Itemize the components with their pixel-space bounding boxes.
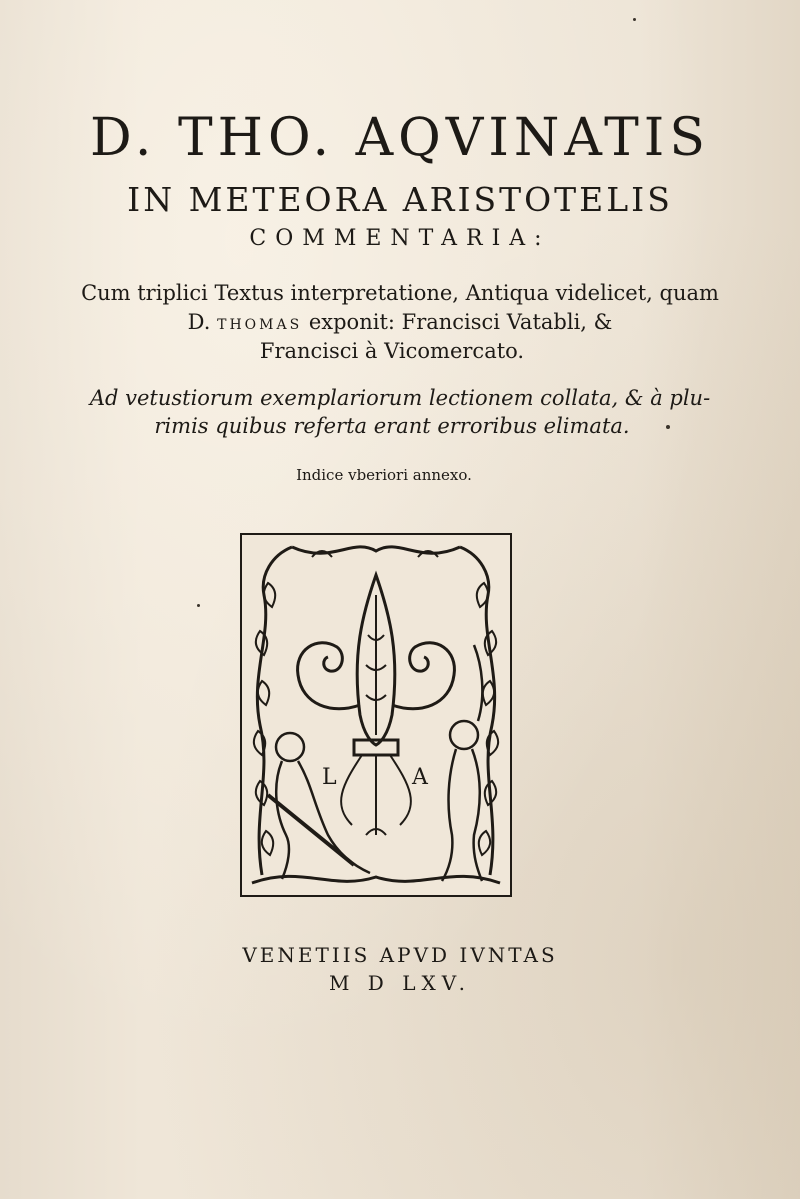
imprint-place: VENETIIS APVD IVNTAS	[242, 943, 558, 967]
printers-device-woodcut	[240, 533, 512, 897]
subtitle-line-2-thomas: THOMAS	[217, 317, 303, 333]
subtitle-line-2-prefix: D.	[187, 310, 218, 334]
ink-speck	[633, 18, 636, 21]
title-commentaria: COMMENTARIA:	[249, 226, 551, 251]
fleur-de-lis-device-icon	[242, 535, 510, 895]
italic-line-2: rimis quibus referta erant erroribus elimata.	[154, 414, 630, 438]
subtitle-line-3: Francisci à Vicomercato.	[259, 339, 525, 363]
ink-speck	[197, 604, 200, 607]
subtitle-line-1: Cum triplici Textus interpretatione, Antiqua videlicet, quam	[81, 281, 719, 305]
subtitle-line-2-rest: exponit: Francisci Vatabli, &	[302, 310, 613, 334]
italic-line-1: Ad vetustiorum exemplariorum lectionem collata, & à plu-	[89, 386, 711, 410]
title-author: D. THO. AQVINATIS	[90, 108, 710, 168]
device-letter-l: L	[322, 765, 337, 790]
index-note: Indice vberiori annexo.	[296, 466, 472, 484]
device-letter-a: A	[412, 765, 428, 790]
title-work: IN METEORA ARISTOTELIS	[127, 180, 673, 219]
subtitle-line-2	[0, 310, 800, 334]
imprint-date: M D LXV.	[328, 971, 472, 995]
ink-speck	[666, 425, 670, 429]
